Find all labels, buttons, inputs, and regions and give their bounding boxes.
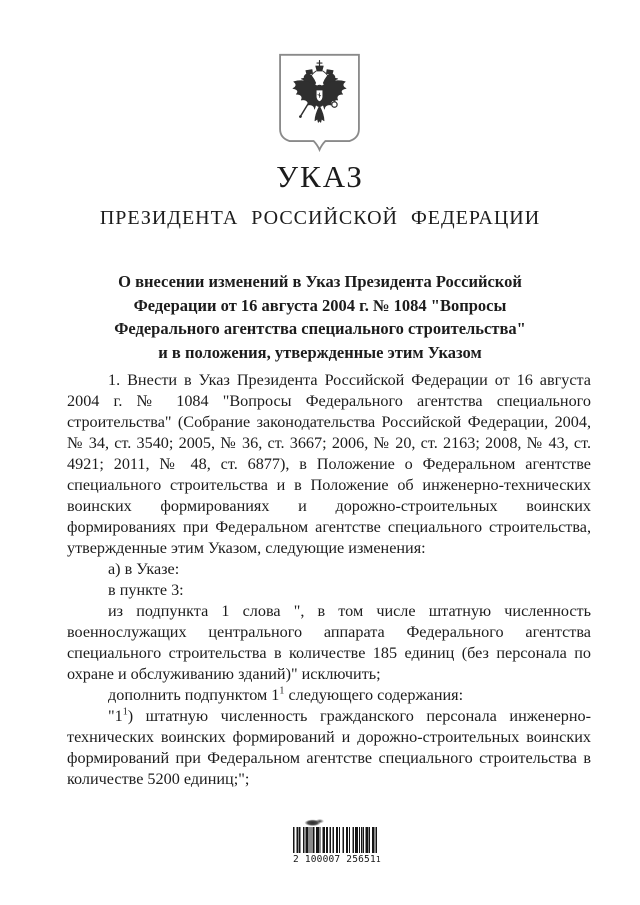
barcode-icon (293, 827, 377, 853)
russian-coat-of-arms-icon (278, 52, 361, 153)
ink-smudge-mark (303, 818, 327, 826)
subject-heading-line: Федерального агентства специального строительства" (114, 319, 526, 338)
decree-subject-heading (60, 270, 580, 364)
superscript-index: 1 (279, 685, 285, 697)
barcode-number: 2 100007 25651 (293, 854, 376, 865)
body-paragraph-exclusion: из подпункта 1 слова ", в том числе штатную численность военнослужащих центрального аппарата Федерального агентства специального строительства в количестве 185 единиц (без персонала по охране и обслуживанию зданий)" исключить; (67, 602, 591, 683)
paragraph-text-segment: дополнить подпунктом 1 (108, 686, 280, 704)
decree-body-text (67, 370, 591, 790)
body-paragraph-amendment-intro: 1. Внести в Указ Президента Российской Федерации от 16 августа 2004 г. № 1084 "Вопросы Федерального агентства специального строительства" (Собрание законодательства Российской Федерации, 2004, № 34, ст. 3540; 2005, № 36, ст. 3667; 2006, № 20, ст. 2163; 2008, № 43, ст. 4921; 2011, № 48, ст. 6877), в Положение о Федеральном агентстве специального строительства и в Положение об инженерно-технических воинских формированиях и дорожно-строительных воинских формированиях при Федеральном агентстве специального строительства, утвержденные этим Указом, следующие изменения: (67, 371, 591, 557)
superscript-index: 1 (122, 706, 128, 718)
registration-barcode-block (293, 818, 381, 865)
paragraph-text-segment: следующего содержания: (284, 686, 464, 704)
body-paragraph-subitem-a: а) в Указе: (108, 560, 180, 578)
paragraph-text-segment: ) штатную численность гражданского персонала инженерно-технических воинских формирований и дорожно-строительных воинских формирований при Федеральном агентстве специального строительства в количестве 5200 единиц;"; (67, 707, 591, 788)
body-paragraph-addition-intro (67, 685, 591, 706)
document-issuer-subtitle: ПРЕЗИДЕНТА РОССИЙСКОЙ ФЕДЕРАЦИИ (99, 207, 541, 229)
subject-heading-line: и в положения, утвержденные этим Указом (158, 342, 482, 362)
barcode-caption (293, 854, 381, 865)
paragraph-text-segment: "1 (108, 707, 123, 725)
barcode-check-digit: 1 (375, 855, 381, 864)
body-paragraph-clause-3: в пункте 3: (108, 581, 184, 599)
body-paragraph-new-subitem (67, 706, 591, 790)
subject-heading-line: Федерации от 16 августа 2004 г. № 1084 "Вопросы (133, 295, 507, 315)
subject-heading-line: О внесении изменений в Указ Президента Российской (118, 272, 522, 291)
coat-of-arms-emblem (278, 52, 361, 153)
document-type-title: УКАЗ (276, 159, 364, 194)
